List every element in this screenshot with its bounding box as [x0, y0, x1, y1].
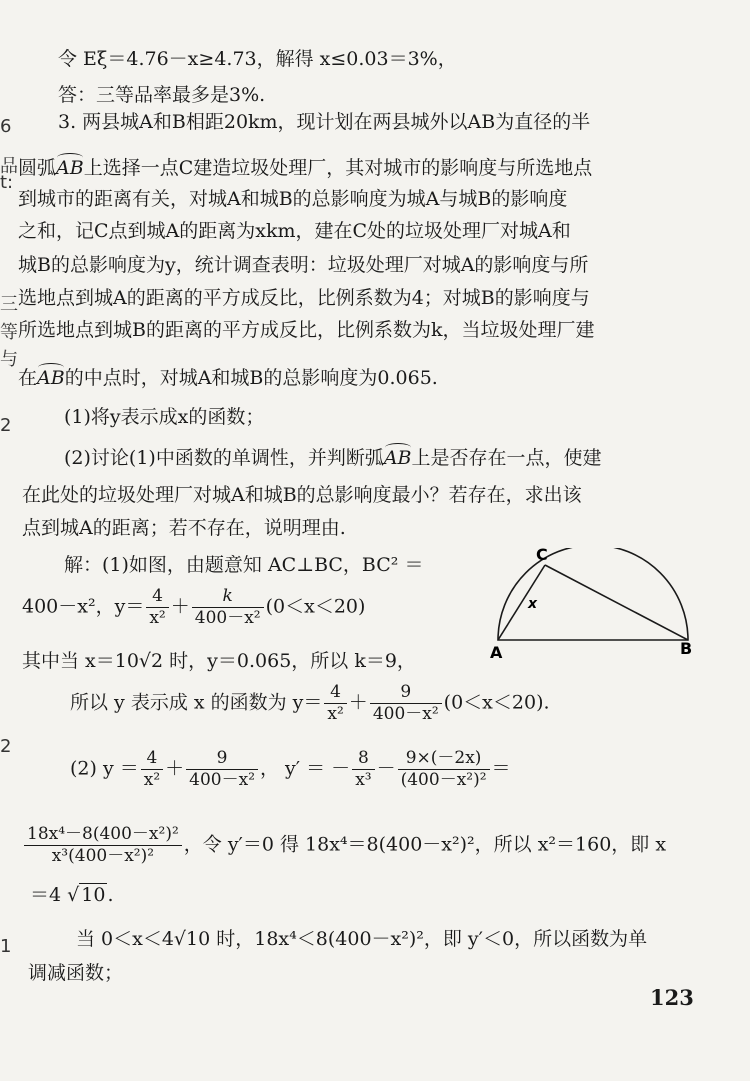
solution-line: 其中当 x＝10√2 时，y＝0.065，所以 k＝9，: [22, 650, 416, 672]
semicircle-figure: [488, 548, 698, 660]
label-x: x: [528, 596, 538, 612]
problem-line: 之和，记C点到城A的距离为xkm，建在C处的垃圾处理厂对城A和: [18, 220, 571, 242]
question-2: (2)讨论(1)中函数的单调性，并判断弧AB上是否存在一点，使建: [64, 447, 602, 469]
solution-line: (2) y ＝ $\frac{4}{\text{x²}}$ ＋ $\frac{9}{\text{400－x²}}$ ， y′ ＝ － $\frac{8}{\text{x³}}$ － $\frac{9\times(-2x)}{\text{(400－x²)²}}$ ＝: [70, 748, 511, 790]
solution-line: 400－x²，y＝ $\frac{4}{\text{x²}}$ ＋ $\frac{k}{\text{400－x²}}$ (0＜x＜20): [22, 586, 366, 628]
label-a: A: [490, 643, 503, 660]
sqrt-radicand: 10: [81, 884, 106, 906]
problem-line: 选地点到城A的距离的平方成反比，比例系数为4；对城B的影响度与: [18, 287, 590, 309]
margin-mark: 品: [0, 156, 18, 177]
fraction: $\frac{4}{\text{x²}}$: [141, 750, 163, 789]
question-2: 在此处的垃圾处理厂对城A和城B的总影响度最小？若存在，求出该: [22, 484, 582, 506]
question-2: 点到城A的距离；若不存在，说明理由.: [22, 517, 346, 539]
solution-line: 调减函数；: [28, 962, 124, 984]
arc-ab: AB: [37, 367, 65, 389]
fraction: $\frac{8}{\text{x³}}$: [352, 750, 374, 789]
fraction: $\frac{4}{\text{x²}}$: [146, 588, 168, 627]
question-1: (1)将y表示成x的函数；: [64, 406, 265, 428]
problem-line: 所选地点到城B的距离的平方成反比，比例系数为k，当垃圾处理厂建: [18, 319, 595, 341]
problem-line: 城B的总影响度为y，统计调查表明：垃圾处理厂对城A的影响度与所: [18, 254, 589, 276]
text-line: 令 Eξ＝4.76－x≥4.73，解得 x≤0.03＝3%，: [58, 48, 457, 70]
fraction: $\frac{9}{\text{400－x²}}$: [186, 750, 258, 789]
solution-line: ＝4 √ 10 .: [30, 884, 114, 906]
problem-line: 在AB的中点时，对城A和城B的总影响度为0.065.: [18, 367, 438, 389]
solution-line: $\frac{\text{18x⁴－8(400－x²)²}}{\text{x³(400－x²)²}}$ ，令 y′＝0 得 18x⁴＝8(400－x²)²，所以 x²＝160，即 x: [22, 826, 666, 865]
label-c: C: [536, 548, 548, 564]
margin-mark: 三: [0, 294, 18, 315]
solution-line: 当 0＜x＜4√10 时，18x⁴＜8(400－x²)²，即 y′＜0，所以函数为单: [76, 928, 648, 950]
arc-ab: AB: [56, 157, 84, 179]
problem-line: 3. 两县城A和B相距20km，现计划在两县城外以AB为直径的半: [58, 111, 591, 133]
margin-mark: 6: [0, 116, 12, 137]
margin-mark: 等: [0, 322, 18, 343]
fraction: $\frac{\text{18x⁴－8(400－x²)²}}{\text{x³(400－x²)²}}$: [24, 826, 182, 865]
text-line: 答：三等品率最多是3%.: [58, 84, 266, 106]
label-b: B: [680, 639, 693, 658]
segment-bc: [545, 565, 688, 640]
arc-ab: AB: [383, 447, 412, 469]
margin-mark: 与: [0, 349, 18, 370]
problem-line: 到城市的距离有关，对城A和城B的总影响度为城A与城B的影响度: [18, 188, 568, 210]
problem-line: 圆弧AB上选择一点C建造垃圾处理厂，其对城市的影响度与所选地点: [18, 157, 593, 179]
margin-mark: 1: [0, 936, 12, 957]
margin-mark: t:: [0, 172, 14, 193]
solution-line: 解：(1)如图，由题意知 AC⊥BC，BC² ＝: [64, 554, 424, 576]
page-number: 123: [650, 985, 694, 1010]
margin-mark: 2: [0, 415, 12, 436]
solution-line: 所以 y 表示成 x 的函数为 y＝ $\frac{4}{\text{x²}}$ ＋ $\frac{9}{\text{400－x²}}$ (0＜x＜20).: [70, 682, 550, 724]
fraction: $\frac{9\times(-2x)}{\text{(400－x²)²}}$: [398, 750, 490, 789]
fraction: $\frac{9}{\text{400－x²}}$: [370, 684, 442, 723]
fraction: $\frac{4}{\text{x²}}$: [324, 684, 346, 723]
fraction: $\frac{k}{\text{400－x²}}$: [192, 588, 264, 627]
margin-mark: 2: [0, 736, 12, 757]
